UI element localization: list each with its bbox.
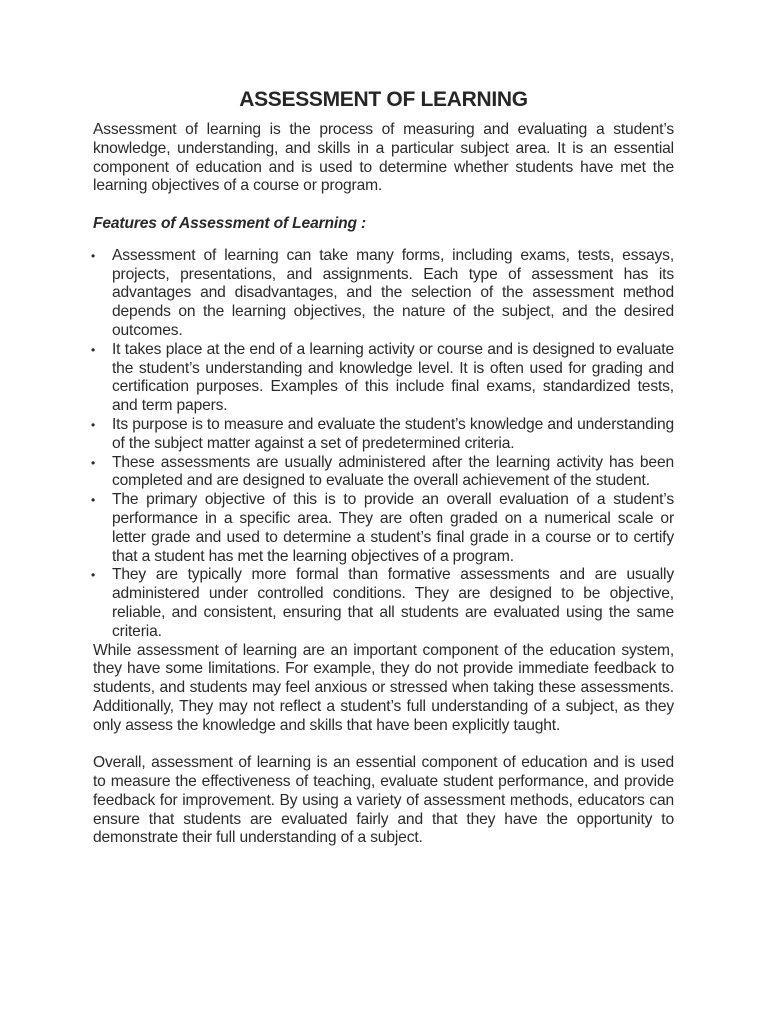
list-item [93, 416, 674, 454]
list-item [93, 247, 674, 341]
list-item [93, 341, 674, 416]
bullet-icon: • [91, 493, 96, 508]
list-item-text: These assessments are usually administered after the learning activity has been completed and are designed to evaluate the overall achievement of the student. [112, 453, 674, 490]
spacer [93, 736, 674, 755]
list-item-text: It takes place at the end of a learning activity or course and is designed to evaluate the student’s understanding and knowledge level. It is often used for grading and certification purposes. Examples of this include final exams, standardized tests, and term papers. [112, 340, 674, 415]
page-title: ASSESSMENT OF LEARNING [239, 88, 528, 111]
bullet-icon: • [91, 455, 96, 470]
list-item [93, 454, 674, 492]
list-item-text: Assessment of learning can take many forms, including exams, tests, essays, projects, presentations, and assignments. Each type of assessment has its advantages and disadvantages, and the selection of the assessment method depends on the learning objectives, the nature of the subject, and the desired outcomes. [112, 246, 674, 339]
list-item [93, 566, 674, 641]
list-item-text: The primary objective of this is to provide an overall evaluation of a student’s performance in a specific area. They are often graded on a numerical scale or letter grade and used to determine a student’s final grade in a course or to certify that a student has met the learning objectives of a program. [112, 491, 674, 565]
list-item [93, 491, 674, 566]
conclusion-paragraph: Overall, assessment of learning is an essential component of education and is used to measure the effectiveness of teaching, evaluate student performance, and provide feedback for improvement. By using a variety of assessment methods, educators can ensure that students are evaluated fairly and that they have the opportunity to demonstrate their full understanding of a subject. [93, 754, 674, 847]
intro-paragraph: Assessment of learning is the process of measuring and evaluating a student’s knowledge, understanding, and skills in a particular subject area. It is an essential component of education and is used to determine whether students have met the learning objectives of a course or program. [93, 121, 674, 195]
spacer [93, 196, 674, 215]
list-item-text: Its purpose is to measure and evaluate the student’s knowledge and understanding of the subject matter against a set of predetermined criteria. [112, 415, 674, 452]
list-item-text: They are typically more formal than formative assessments and are usually administered under controlled conditions. They are designed to be objective, reliable, and consistent, ensuring that all students are evaluated using the same criteria. [112, 566, 674, 640]
limitations-paragraph: While assessment of learning are an important component of the education system, they have some limitations. For example, they do not provide immediate feedback to students, and students may feel anxious or stressed when taking these assessments. Additionally, They may not reflect a student’s full understanding of a subject, as they only assess the knowledge and skills that have been explicitly taught. [93, 641, 674, 734]
bullet-icon: • [91, 417, 96, 432]
bullet-icon: • [91, 248, 96, 263]
features-list [93, 247, 674, 642]
bullet-icon: • [91, 342, 96, 357]
features-heading: Features of Assessment of Learning : [93, 214, 367, 232]
bullet-icon: • [91, 568, 96, 583]
